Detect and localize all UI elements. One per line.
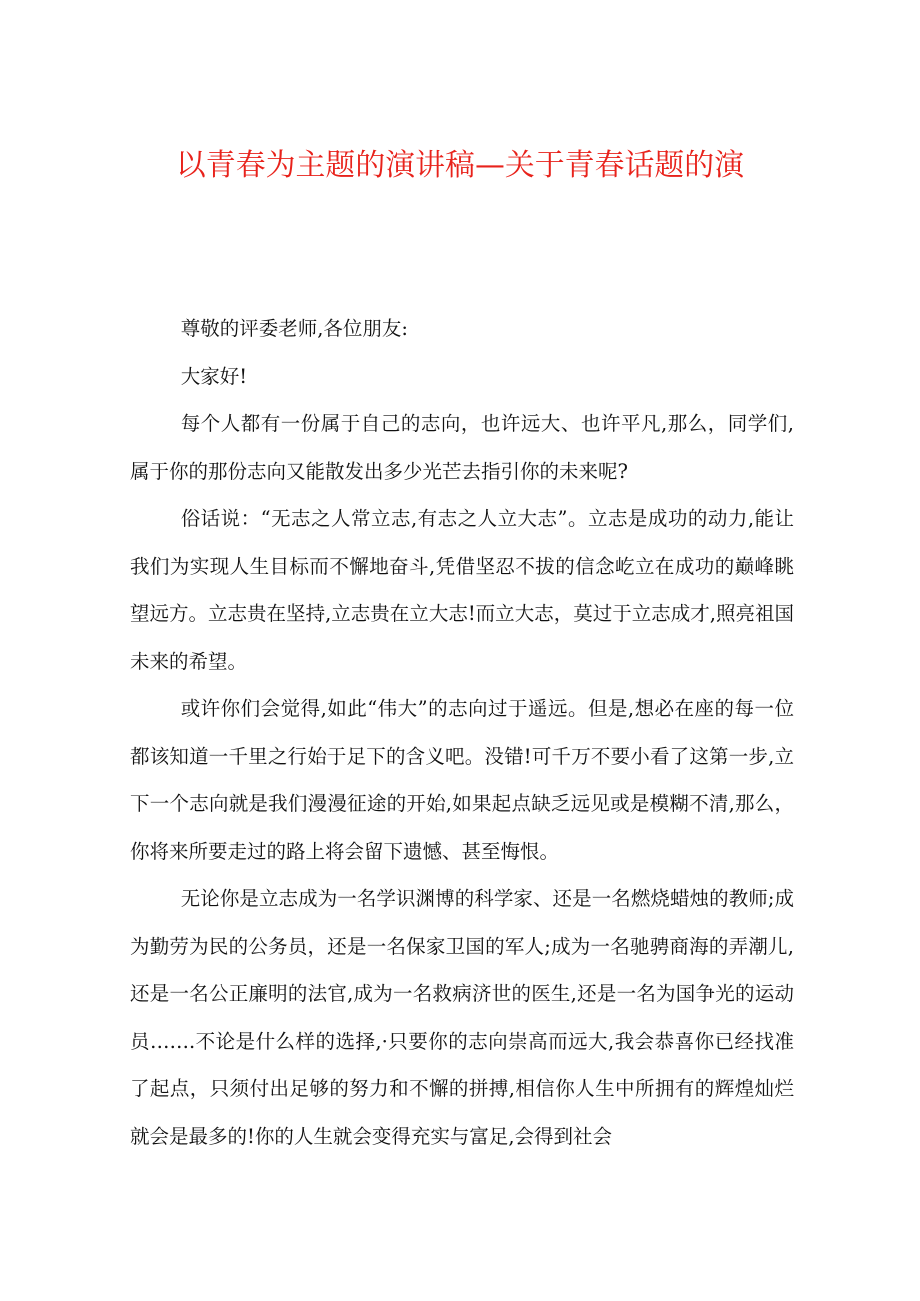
paragraph-greeting: 尊敬的评委老师,各位朋友: [180,317,408,340]
document-title: 以青春为主题的演讲稿—关于青春话题的演 [175,148,745,183]
paragraph-3: 或许你们会觉得,如此“伟大”的志向过于遥远。但是,想必在座的每一位都该知道一千里之行始于足下的含义吧。没错!可千万不要小看了这第一步,立下一个志向就是我们漫漫征途的开始,如果起点缺乏远见或是模糊不清,那么，你将来所要走过的路上将会留下遗憾、甚至悔恨。 [130,697,794,863]
document-body [130,305,794,1160]
paragraph-1: 每个人都有一份属于自己的志向，也许远大、也许平凡,那么，同学们,属于你的那份志向又能散发出多少光芒去指引你的未来呢? [130,412,794,483]
paragraph-4: 无论你是立志成为一名学识渊博的科学家、还是一名燃烧蜡烛的教师;成为勤劳为民的公务员，还是一名保家卫国的军人;成为一名驰骋商海的弄潮儿,还是一名公正廉明的法官,成为一名救病济世的医生,还是一名为国争光的运动员…….不论是什么样的选择,·只要你的志向崇高而远大,我会恭喜你已经找准了起点，只须付出足够的努力和不懈的拼搏,相信你人生中所拥有的辉煌灿烂就会是最多的!你的人生就会变得充实与富足,会得到社会 [130,887,794,1148]
paragraph-hello: 大家好! [180,364,248,388]
paragraph-2: 俗话说：“无志之人常立志,有志之人立大志”。立志是成功的动力,能让我们为实现人生目标而不懈地奋斗,凭借坚忍不拔的信念屹立在成功的巅峰眺望远方。立志贵在坚持,立志贵在立大志!而立大志，莫过于立志成才,照亮祖国未来的希望。 [130,507,794,673]
